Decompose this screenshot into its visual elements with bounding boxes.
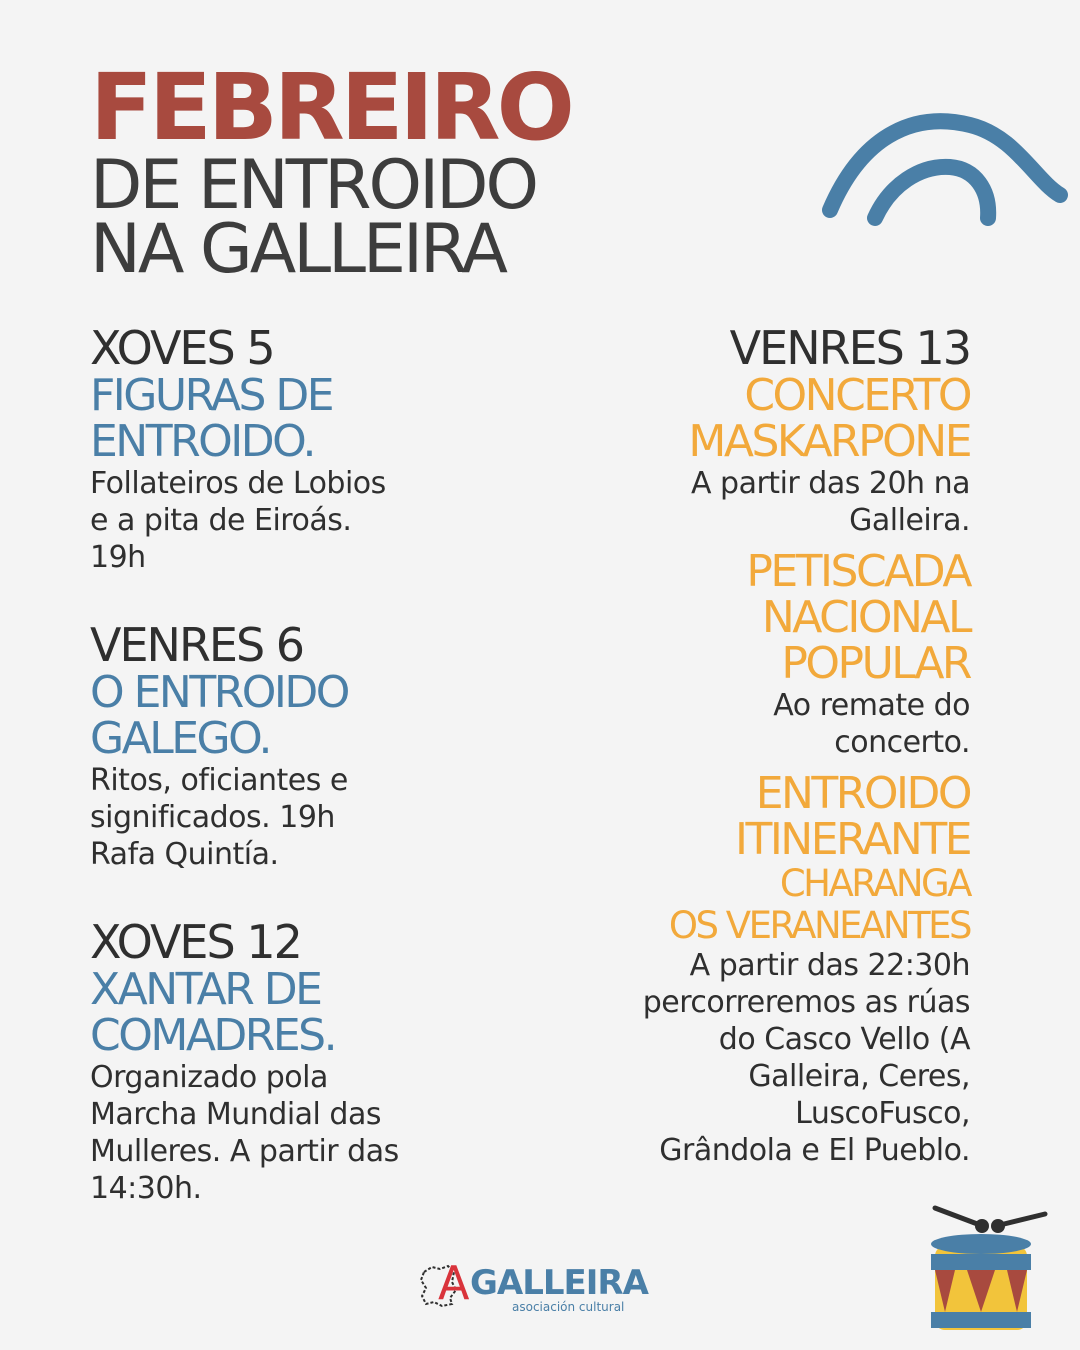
logo-subtitle: asociación cultural xyxy=(512,1300,625,1314)
right-column xyxy=(500,323,970,1169)
event-day: VENRES 6 xyxy=(90,618,304,672)
drum-icon xyxy=(925,1200,1055,1340)
logo-letter: A xyxy=(438,1256,470,1310)
event-entroido-itinerante xyxy=(500,768,970,1169)
title-line-3: NA GALLEIRA xyxy=(90,210,506,289)
event-title: POPULAR xyxy=(781,638,970,689)
title-line-2: DE ENTROIDO xyxy=(90,146,537,225)
event-concerto xyxy=(500,370,970,539)
event-description: Organizado pola Marcha Mundial das Mulleres. A partir das 14:30h. xyxy=(90,1060,399,1206)
left-column xyxy=(90,323,540,1207)
poster-title xyxy=(90,54,571,289)
event-subtitle: CHARANGA xyxy=(779,862,970,905)
event-title: ITINERANTE xyxy=(734,814,970,865)
event-day: VENRES 13 xyxy=(729,321,970,375)
event-petiscada xyxy=(500,546,970,761)
event-day: XOVES 5 xyxy=(90,321,274,375)
event-description: Ritos, oficiantes e significados. 19h Rafa Quintía. xyxy=(90,763,348,872)
event-xoves-12 xyxy=(90,917,540,1207)
event-title: O ENTROIDO xyxy=(90,667,348,718)
wave-icon xyxy=(820,70,1070,230)
event-title: CONCERTO xyxy=(744,370,970,421)
event-title: PETISCADA xyxy=(746,546,970,597)
event-title: XANTAR DE xyxy=(90,964,321,1015)
event-title: FIGURAS DE xyxy=(90,370,333,421)
event-title: GALEGO. xyxy=(90,713,270,764)
event-day: XOVES 12 xyxy=(90,915,301,969)
event-subtitle: OS VERANEANTES xyxy=(668,904,970,947)
event-xoves-5 xyxy=(90,323,540,576)
event-description: A partir das 20h na Galleira. xyxy=(690,466,970,538)
event-title: NACIONAL xyxy=(761,592,970,643)
event-venres-6 xyxy=(90,620,540,873)
event-description: Follateiros de Lobios e a pita de Eiroás. 19h xyxy=(90,466,386,575)
logo-name: GALLEIRA xyxy=(470,1263,648,1303)
event-title: COMADRES. xyxy=(90,1010,336,1061)
title-month: FEBREIRO xyxy=(90,54,571,161)
event-description: A partir das 22:30h percorreremos as rúas do Casco Vello (A Galleira, Ceres, LuscoFusco, Grândola e El Pueblo. xyxy=(642,948,970,1168)
event-title: ENTROIDO xyxy=(755,768,970,819)
event-title: ENTROIDO. xyxy=(90,416,314,467)
event-description: Ao remate do concerto. xyxy=(773,688,970,760)
event-title: MASKARPONE xyxy=(688,416,970,467)
galleira-logo xyxy=(418,1258,668,1318)
